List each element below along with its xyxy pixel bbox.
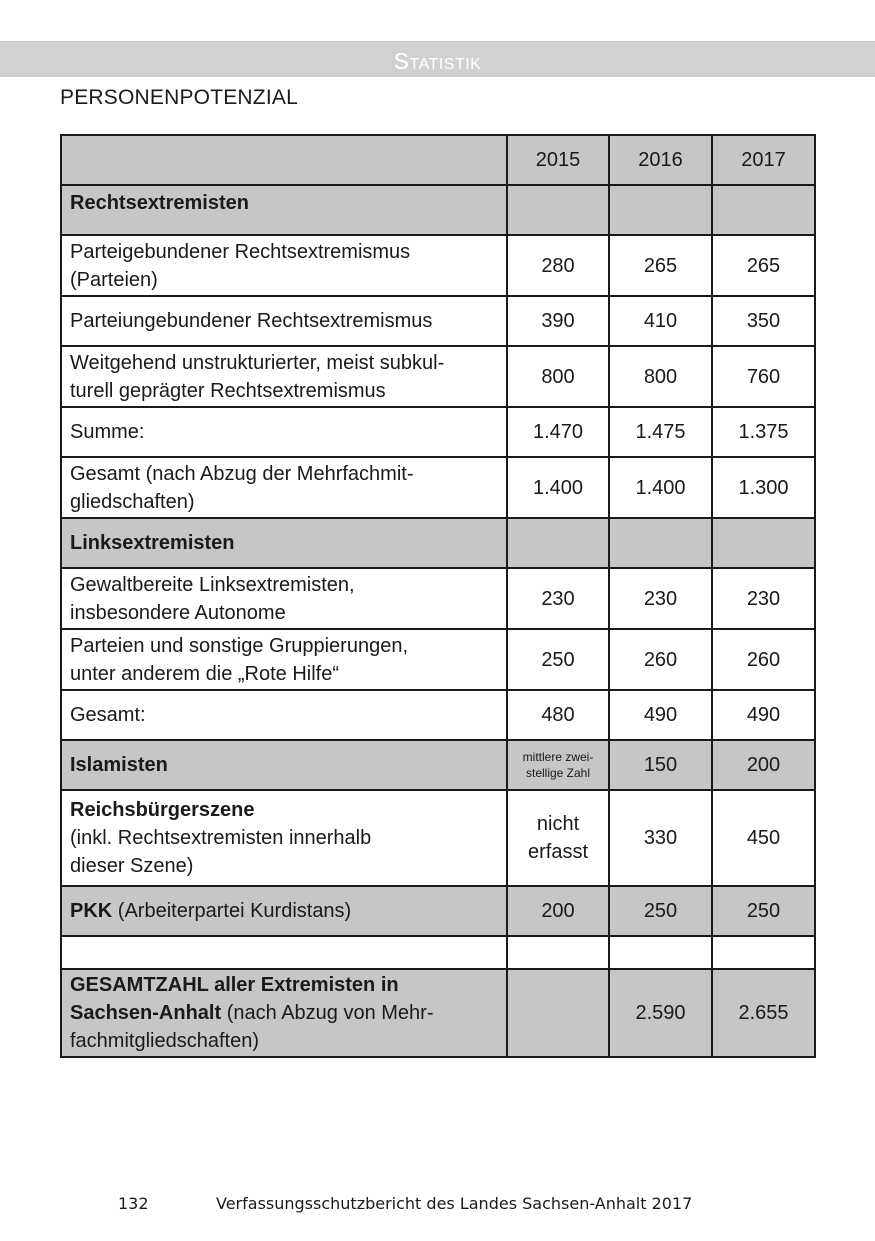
cell-value: 1.400 [609,457,712,518]
row-label: Gewaltbereite Linksextremisten, [70,573,355,596]
table-row [61,407,815,457]
year-header-2015: 2015 [507,135,609,185]
row-label: insbesondere Autonome [70,601,286,624]
table-row [61,740,815,790]
page-number: 132 [118,1194,149,1213]
row-label: (Parteien) [70,268,158,291]
cell-value: 2.655 [712,969,815,1057]
row-label: (Arbeiterpartei Kurdistans) [112,900,352,922]
group-label-rechtsextremisten: Rechtsextremisten [70,192,249,214]
cell-value: 480 [507,690,609,740]
row-label: Gesamt: [61,690,507,740]
year-header-2016: 2016 [609,135,712,185]
cell-value: 230 [712,568,815,629]
total-row [61,969,815,1057]
header-bar [0,41,875,77]
group-label-reichsbuergerszene: Reichsbürgerszene [70,799,255,821]
table-row [61,690,815,740]
cell-value: 250 [507,629,609,690]
row-label: Weitgehend unstrukturierter, meist subkul- [70,351,445,374]
cell-value: 250 [712,886,815,936]
table-row [61,629,815,690]
cell-value: 1.375 [712,407,815,457]
cell-value: 800 [507,346,609,407]
table-row [61,790,815,886]
group-label-pkk: PKK [70,900,113,922]
table-row [61,346,815,407]
year-header-2017: 2017 [712,135,815,185]
cell-value: 200 [712,740,815,790]
table-row [61,457,815,518]
cell-value: mittlere zwei- stellige Zahl [507,740,609,790]
cell-value: 230 [507,568,609,629]
cell-value: 260 [712,629,815,690]
row-label: Parteiungebundener Rechtsextremismus [61,296,507,346]
row-label: unter anderem die „Rote Hilfe“ [70,662,340,685]
row-label: Parteigebundener Rechtsextremismus [70,240,411,263]
row-label: dieser Szene) [70,855,194,877]
section-title: PERSONENPOTENZIAL [60,86,298,109]
cell-value: 250 [609,886,712,936]
cell-value: 350 [712,296,815,346]
cell-value: 2.590 [609,969,712,1057]
cell-value: 1.470 [507,407,609,457]
total-label-rest: fachmitgliedschaften) [70,1030,259,1052]
table-row [61,518,815,568]
cell-value: 410 [609,296,712,346]
cell-value: 450 [712,790,815,886]
cell-value: 330 [609,790,712,886]
cell-value: 200 [507,886,609,936]
cell-value: 150 [609,740,712,790]
table-row [61,568,815,629]
cell-value: nicht erfasst [507,790,609,886]
page-footer [0,1194,875,1218]
total-label-bold: Sachsen-Anhalt [70,1002,222,1024]
cell-value: 265 [712,235,815,296]
cell-value: 280 [507,235,609,296]
total-label-bold: GESAMTZAHL aller Extremisten in [70,974,399,996]
cell-value: 800 [609,346,712,407]
header-title: Statistik [393,48,482,74]
total-label-rest: (nach Abzug von Mehr- [221,1002,434,1024]
cell-value: 260 [609,629,712,690]
header-empty-cell [61,135,507,185]
cell-value [507,969,609,1057]
cell-value: 390 [507,296,609,346]
cell-value: 490 [712,690,815,740]
table-row [61,886,815,936]
row-label: Parteien und sonstige Gruppierungen, [70,634,409,657]
table-row [61,296,815,346]
cell-value: 490 [609,690,712,740]
cell-value: 265 [609,235,712,296]
cell-value: 760 [712,346,815,407]
empty-row [61,936,815,969]
row-label: (inkl. Rechtsextremisten innerhalb [70,827,372,849]
cell-value: 1.475 [609,407,712,457]
cell-value: 230 [609,568,712,629]
cell-value: 1.300 [712,457,815,518]
row-label: Summe: [61,407,507,457]
row-label: gliedschaften) [70,490,195,513]
personenpotenzial-table [60,134,816,1058]
table-header-row [61,135,815,185]
group-label-islamisten: Islamisten [70,754,168,776]
row-label: turell geprägter Rechtsextremismus [70,379,386,402]
table-row [61,235,815,296]
cell-value: 1.400 [507,457,609,518]
group-label-linksextremisten: Linksextremisten [70,532,235,554]
row-label: Gesamt (nach Abzug der Mehrfachmit- [70,462,414,485]
report-title: Verfassungsschutzbericht des Landes Sachsen-Anhalt 2017 [216,1194,693,1213]
table-row [61,185,815,235]
